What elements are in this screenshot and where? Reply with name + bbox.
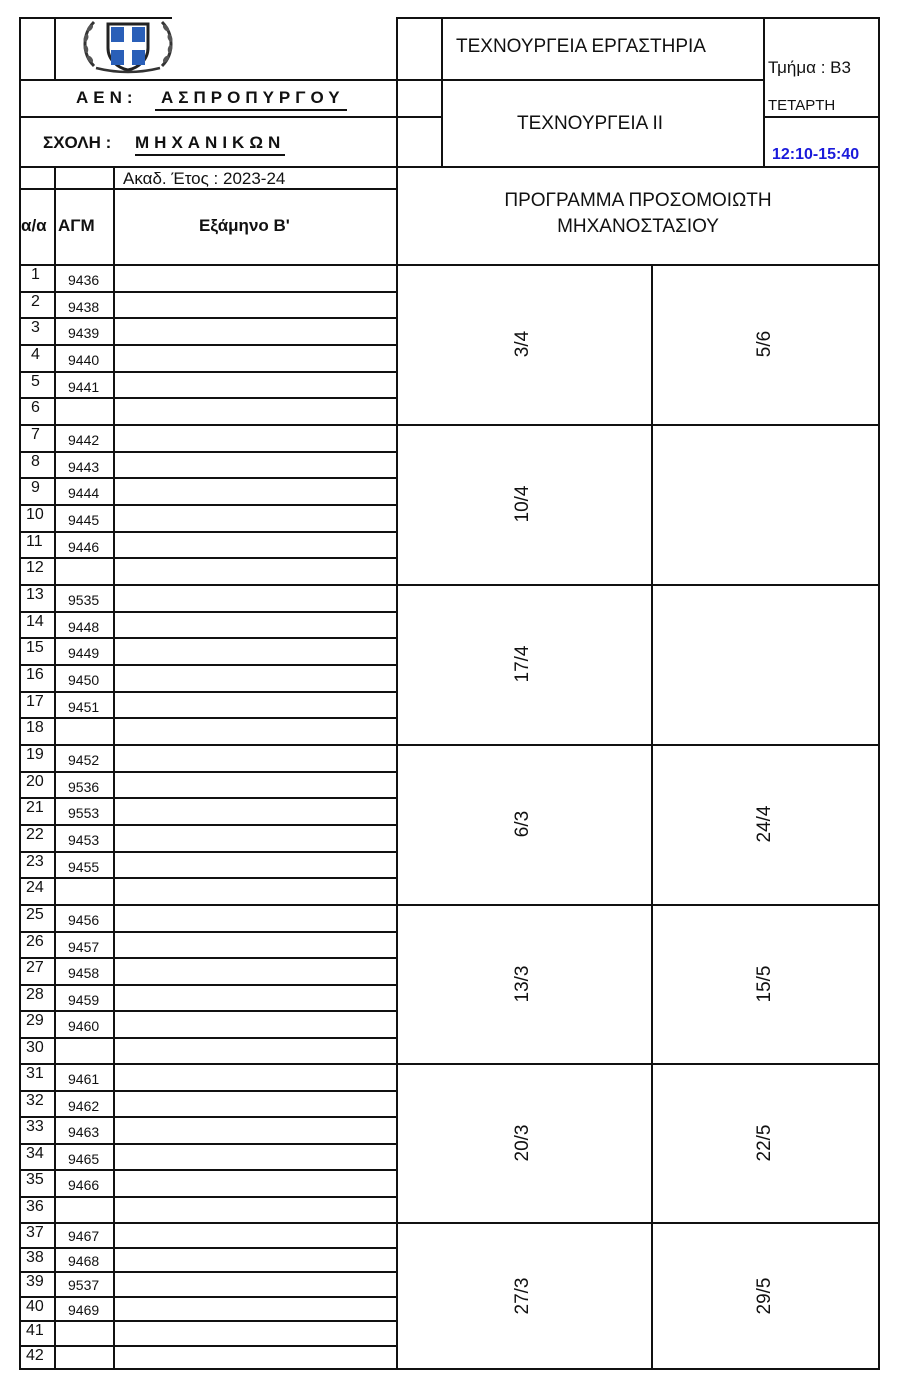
agm-value: 9439 [68,325,100,341]
table-row [19,291,398,318]
table-row [19,1271,398,1296]
agm-value: 9442 [68,432,100,448]
program-title-line1: ΠΡΟΓΡΑΜΜΑ ΠΡΟΣΟΜΟΙΩΤΗ [504,190,772,211]
row-number: 3 [31,319,40,336]
row-number: 16 [26,666,44,683]
agm-value: 9469 [68,1302,100,1318]
student-name-cell [115,1196,398,1223]
agm-value: 9553 [68,805,100,821]
simulator-date-1: 10/4 [512,485,533,523]
agm-value: 9451 [68,699,100,715]
school-label: ΣΧΟΛΗ : [43,133,112,152]
agm-value: 9460 [68,1018,100,1034]
table-row [19,931,398,958]
student-name-cell [115,371,398,398]
table-row [19,1063,398,1090]
row-number: 5 [31,373,40,390]
agm-value: 9537 [68,1277,100,1293]
student-name-cell [115,904,398,931]
simulator-date-2: 15/5 [754,965,775,1002]
row-number: 39 [26,1273,44,1290]
table-row [19,584,398,611]
row-number: 14 [26,613,44,630]
simulator-date-1: 17/4 [512,645,533,683]
row-number: 26 [26,933,44,950]
row-number: 18 [26,719,44,736]
agm-value: 9450 [68,672,100,688]
simulator-date-2: 22/5 [754,1124,775,1161]
table-row [19,1037,398,1064]
table-row [19,1196,398,1223]
table-row [19,957,398,984]
student-name-cell [115,1296,398,1321]
student-name-cell [115,1320,398,1345]
agm-value: 9445 [68,512,100,528]
agm-value: 9457 [68,939,100,955]
student-name-cell [115,984,398,1011]
student-name-cell [115,1090,398,1117]
agm-value: 9453 [68,832,100,848]
table-row [19,1222,398,1247]
agm-value: 9468 [68,1253,100,1269]
student-name-cell [115,824,398,851]
table-row [19,371,398,398]
student-name-cell [115,1247,398,1272]
coat-of-arms-emblem [80,14,176,74]
row-number: 41 [26,1322,44,1339]
student-name-cell [115,1345,398,1370]
agm-value: 9455 [68,859,100,875]
row-number: 8 [31,453,40,470]
student-name-cell [115,877,398,904]
table-row [19,1345,398,1370]
student-name-cell [115,1222,398,1247]
row-number: 2 [31,293,40,310]
school-value: ΜΗΧΑΝΙΚΩΝ [135,133,285,156]
student-name-cell [115,771,398,798]
table-row [19,877,398,904]
simulator-date-2: 24/4 [754,805,775,843]
student-name-cell [115,264,398,291]
table-row [19,424,398,451]
student-name-cell [115,584,398,611]
row-number: 15 [26,639,44,656]
col-header-semester: Εξάμηνο Β' [199,216,290,235]
agm-value: 9536 [68,779,100,795]
table-row [19,611,398,638]
agm-value: 9535 [68,592,100,608]
row-number: 40 [26,1298,44,1315]
table-row [19,504,398,531]
agm-value: 9443 [68,459,100,475]
table-row [19,904,398,931]
student-name-cell [115,317,398,344]
student-name-cell [115,611,398,638]
row-number: 22 [26,826,44,843]
student-name-cell [115,504,398,531]
table-row [19,557,398,584]
col-header-aa: α/α [21,216,47,235]
agm-value: 9466 [68,1177,100,1193]
student-name-cell [115,931,398,958]
table-row [19,1090,398,1117]
simulator-date-1: 6/3 [512,810,533,838]
student-name-cell [115,1010,398,1037]
row-number: 24 [26,879,44,896]
simulator-date-2: 29/5 [754,1277,775,1314]
table-row [19,264,398,291]
table-row [19,477,398,504]
agm-value: 9465 [68,1151,100,1167]
workshops-title: ΤΕΧΝΟΥΡΓΕΙΑ ΕΡΓΑΣΤΗΡΙΑ [456,36,706,57]
student-name-cell [115,344,398,371]
student-name-cell [115,477,398,504]
agm-value: 9446 [68,539,100,555]
agm-value: 9459 [68,992,100,1008]
simulator-date-1: 3/4 [512,330,533,358]
table-row [19,797,398,824]
row-number: 19 [26,746,44,763]
academic-year: Ακαδ. Έτος : 2023-24 [123,169,286,188]
agm-value: 9452 [68,752,100,768]
agm-value: 9461 [68,1071,100,1087]
agm-value: 9440 [68,352,100,368]
table-row [19,851,398,878]
table-row [19,1247,398,1272]
student-name-cell [115,797,398,824]
student-name-cell [115,557,398,584]
agm-value: 9441 [68,379,100,395]
row-number: 42 [26,1347,44,1364]
table-row [19,664,398,691]
row-number: 27 [26,959,44,976]
row-number: 33 [26,1118,44,1135]
student-name-cell [115,691,398,718]
row-number: 38 [26,1249,44,1266]
agm-value: 9458 [68,965,100,981]
row-number: 6 [31,399,40,416]
col-header-agm: ΑΓΜ [58,216,95,235]
aen-value: ΑΣΠΡΟΠΥΡΓΟΥ [155,88,347,111]
table-row [19,1010,398,1037]
table-row [19,824,398,851]
student-name-cell [115,1116,398,1143]
agm-value: 9463 [68,1124,100,1140]
row-number: 30 [26,1039,44,1056]
table-row [19,984,398,1011]
row-number: 1 [31,266,40,283]
table-row [19,317,398,344]
student-name-cell [115,1037,398,1064]
table-row [19,397,398,424]
row-number: 37 [26,1224,44,1241]
student-name-cell [115,291,398,318]
table-row [19,1143,398,1170]
course-name: ΤΕΧΝΟΥΡΓΕΙΑ ΙΙ [517,113,664,134]
student-name-cell [115,664,398,691]
agm-value: 9449 [68,645,100,661]
table-row [19,1320,398,1345]
table-row [19,451,398,478]
simulator-date-1: 20/3 [512,1124,533,1161]
row-number: 31 [26,1065,44,1082]
day-label: ΤΕΤΑΡΤΗ [768,97,836,114]
row-number: 11 [26,533,43,550]
student-name-cell [115,1271,398,1296]
program-title-line2: ΜΗΧΑΝΟΣΤΑΣΙΟΥ [557,216,719,237]
agm-value: 9462 [68,1098,100,1114]
row-number: 35 [26,1171,44,1188]
student-name-cell [115,717,398,744]
student-name-cell [115,1143,398,1170]
student-name-cell [115,531,398,558]
row-number: 20 [26,773,44,790]
row-number: 10 [26,506,44,523]
row-number: 34 [26,1145,44,1162]
table-row [19,1116,398,1143]
agm-value: 9448 [68,619,100,635]
agm-value: 9467 [68,1228,100,1244]
simulator-date-1: 27/3 [512,1277,533,1314]
student-name-cell [115,1063,398,1090]
table-row [19,1296,398,1321]
student-name-cell [115,851,398,878]
agm-value: 9456 [68,912,100,928]
row-number: 32 [26,1092,44,1109]
row-number: 4 [31,346,40,363]
row-number: 28 [26,986,44,1003]
student-name-cell [115,637,398,664]
table-row [19,771,398,798]
simulator-date-2: 5/6 [754,330,775,358]
row-number: 12 [26,559,44,576]
agm-value: 9438 [68,299,100,315]
row-number: 25 [26,906,44,923]
table-row [19,717,398,744]
student-name-cell [115,451,398,478]
agm-value: 9444 [68,485,100,501]
student-name-cell [115,744,398,771]
student-name-cell [115,397,398,424]
row-number: 23 [26,853,44,870]
row-number: 21 [26,799,44,816]
time-slot: 12:10-15:40 [772,146,860,163]
table-row [19,691,398,718]
simulator-date-1: 13/3 [512,965,533,1002]
aen-label: ΑΕΝ: [76,88,138,107]
student-name-cell [115,957,398,984]
student-name-cell [115,1169,398,1196]
row-number: 13 [26,586,44,603]
table-row [19,637,398,664]
student-name-cell [115,424,398,451]
table-row [19,344,398,371]
section-label: Τμήμα : Β3 [768,58,851,77]
agm-value: 9436 [68,272,100,288]
row-number: 17 [26,693,44,710]
table-row [19,744,398,771]
row-number: 29 [26,1012,44,1029]
table-row [19,1169,398,1196]
row-number: 7 [31,426,40,443]
row-number: 9 [31,479,40,496]
row-number: 36 [26,1198,44,1215]
table-row [19,531,398,558]
